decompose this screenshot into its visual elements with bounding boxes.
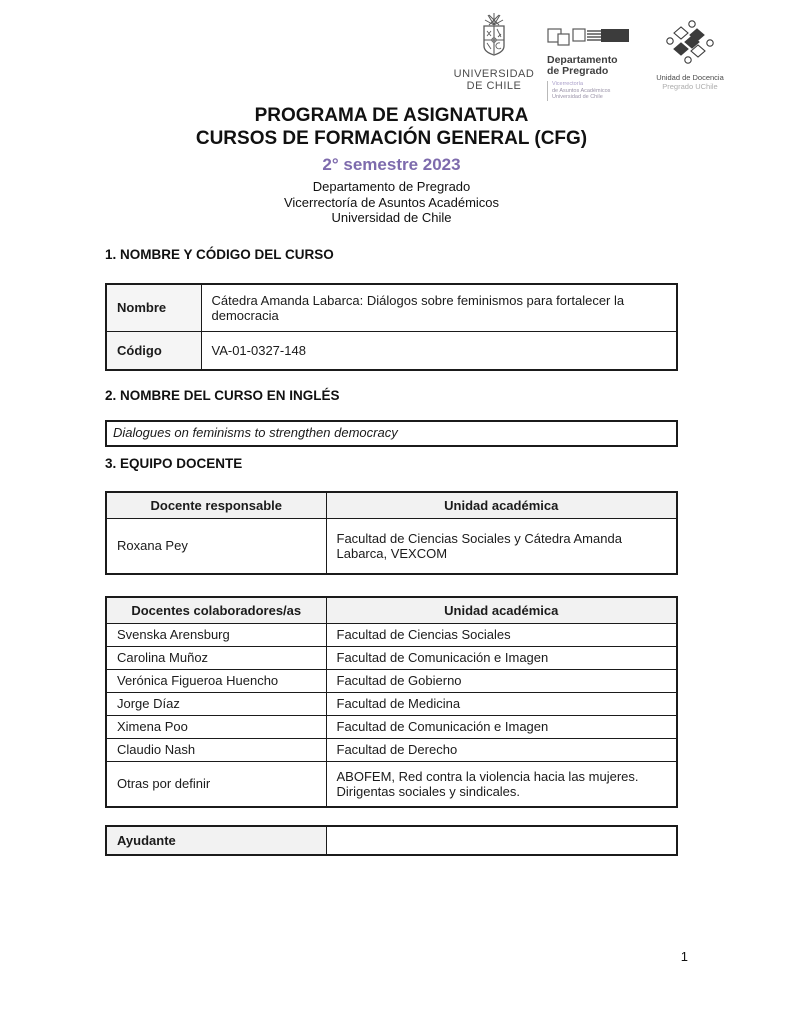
uchile-logo (450, 13, 538, 92)
responsible-col-header: Docente responsable (106, 492, 326, 518)
title-sub-vicerrectoria: Vicerrectoría de Asuntos Académicos (283, 194, 500, 210)
table-row (106, 738, 677, 761)
collaborator-name: Verónica Figueroa Huencho (106, 669, 326, 692)
course-name-value: Cátedra Amanda Labarca: Diálogos sobre feminismos para fortalecer la democracia (201, 284, 677, 331)
collaborators-col-header: Docentes colaboradores/as (106, 597, 326, 623)
course-name-label: Nombre (106, 284, 201, 331)
responsible-unit: Facultad de Ciencias Sociales y Cátedra Amanda Labarca, VEXCOM (326, 518, 677, 574)
table-row (106, 331, 677, 370)
collaborator-unit: Facultad de Ciencias Sociales (326, 623, 677, 646)
collaborator-unit: Facultad de Medicina (326, 692, 677, 715)
collaborator-unit: Facultad de Gobierno (326, 669, 677, 692)
docencia-logo-caption: Unidad de Docencia (656, 73, 724, 82)
table-row (106, 826, 677, 855)
unit-col-header: Unidad académica (326, 597, 677, 623)
assistant-table (105, 825, 678, 856)
collaborator-name: Ximena Poo (106, 715, 326, 738)
table-header-row (106, 597, 677, 623)
page-number: 1 (680, 949, 688, 964)
table-row (106, 623, 677, 646)
collaborator-name: Svenska Arensburg (106, 623, 326, 646)
collaborator-unit: ABOFEM, Red contra la violencia hacia las mujeres. Dirigentas sociales y sindicales. (326, 761, 677, 807)
semester-label: 2° semestre 2023 (322, 155, 461, 174)
document-title-line1: PROGRAMA DE ASIGNATURA (254, 105, 529, 126)
responsible-name: Roxana Pey (106, 518, 326, 574)
table-row (106, 669, 677, 692)
collaborator-name: Jorge Díaz (106, 692, 326, 715)
docencia-logo (644, 13, 736, 91)
english-name-box: Dialogues on feminisms to strengthen democracy (105, 420, 678, 447)
collaborator-name: Carolina Muñoz (106, 646, 326, 669)
table-row (106, 284, 677, 331)
course-code-label: Código (106, 331, 201, 370)
docencia-pinwheel-icon (665, 19, 715, 70)
course-name-code-table (105, 283, 678, 371)
table-row (106, 518, 677, 574)
title-sub-dept: Departamento de Pregrado (312, 179, 471, 194)
assistant-value (326, 826, 677, 855)
pregrado-logo (547, 13, 635, 101)
assistant-label: Ayudante (106, 826, 326, 855)
table-row (106, 761, 677, 807)
document-title-line2: CURSOS DE FORMACIÓN GENERAL (CFG) (195, 128, 588, 149)
pregrado-squares-icon (547, 27, 631, 52)
pregrado-logo-title: Departamento de Pregrado (547, 54, 618, 77)
collaborator-unit: Facultad de Comunicación e Imagen (326, 715, 677, 738)
uchile-crest-icon (471, 13, 517, 66)
responsible-teacher-table (105, 491, 678, 575)
section-1-heading: 1. NOMBRE Y CÓDIGO DEL CURSO (105, 247, 334, 262)
header-logos (450, 13, 736, 101)
collaborator-unit: Facultad de Derecho (326, 738, 677, 761)
section-3-heading: 3. EQUIPO DOCENTE (105, 456, 243, 471)
course-code-value: VA-01-0327-148 (201, 331, 677, 370)
title-block (105, 104, 678, 226)
collaborator-name: Claudio Nash (106, 738, 326, 761)
uchile-logo-caption: UNIVERSIDAD DE CHILE (453, 68, 535, 92)
table-header-row (106, 492, 677, 518)
pregrado-logo-subtitle: Vicerrectoría de Asuntos Académicos Universidad de Chile (547, 81, 610, 101)
table-row (106, 715, 677, 738)
table-row (106, 646, 677, 669)
collaborator-unit: Facultad de Comunicación e Imagen (326, 646, 677, 669)
table-row (106, 692, 677, 715)
title-sub-university: Universidad de Chile (331, 210, 452, 225)
unit-col-header: Unidad académica (326, 492, 677, 518)
collaborator-name: Otras por definir (106, 761, 326, 807)
section-2-heading: 2. NOMBRE DEL CURSO EN INGLÉS (105, 388, 340, 403)
collaborators-table (105, 596, 678, 808)
docencia-logo-subcaption: Pregrado UChile (662, 82, 718, 91)
